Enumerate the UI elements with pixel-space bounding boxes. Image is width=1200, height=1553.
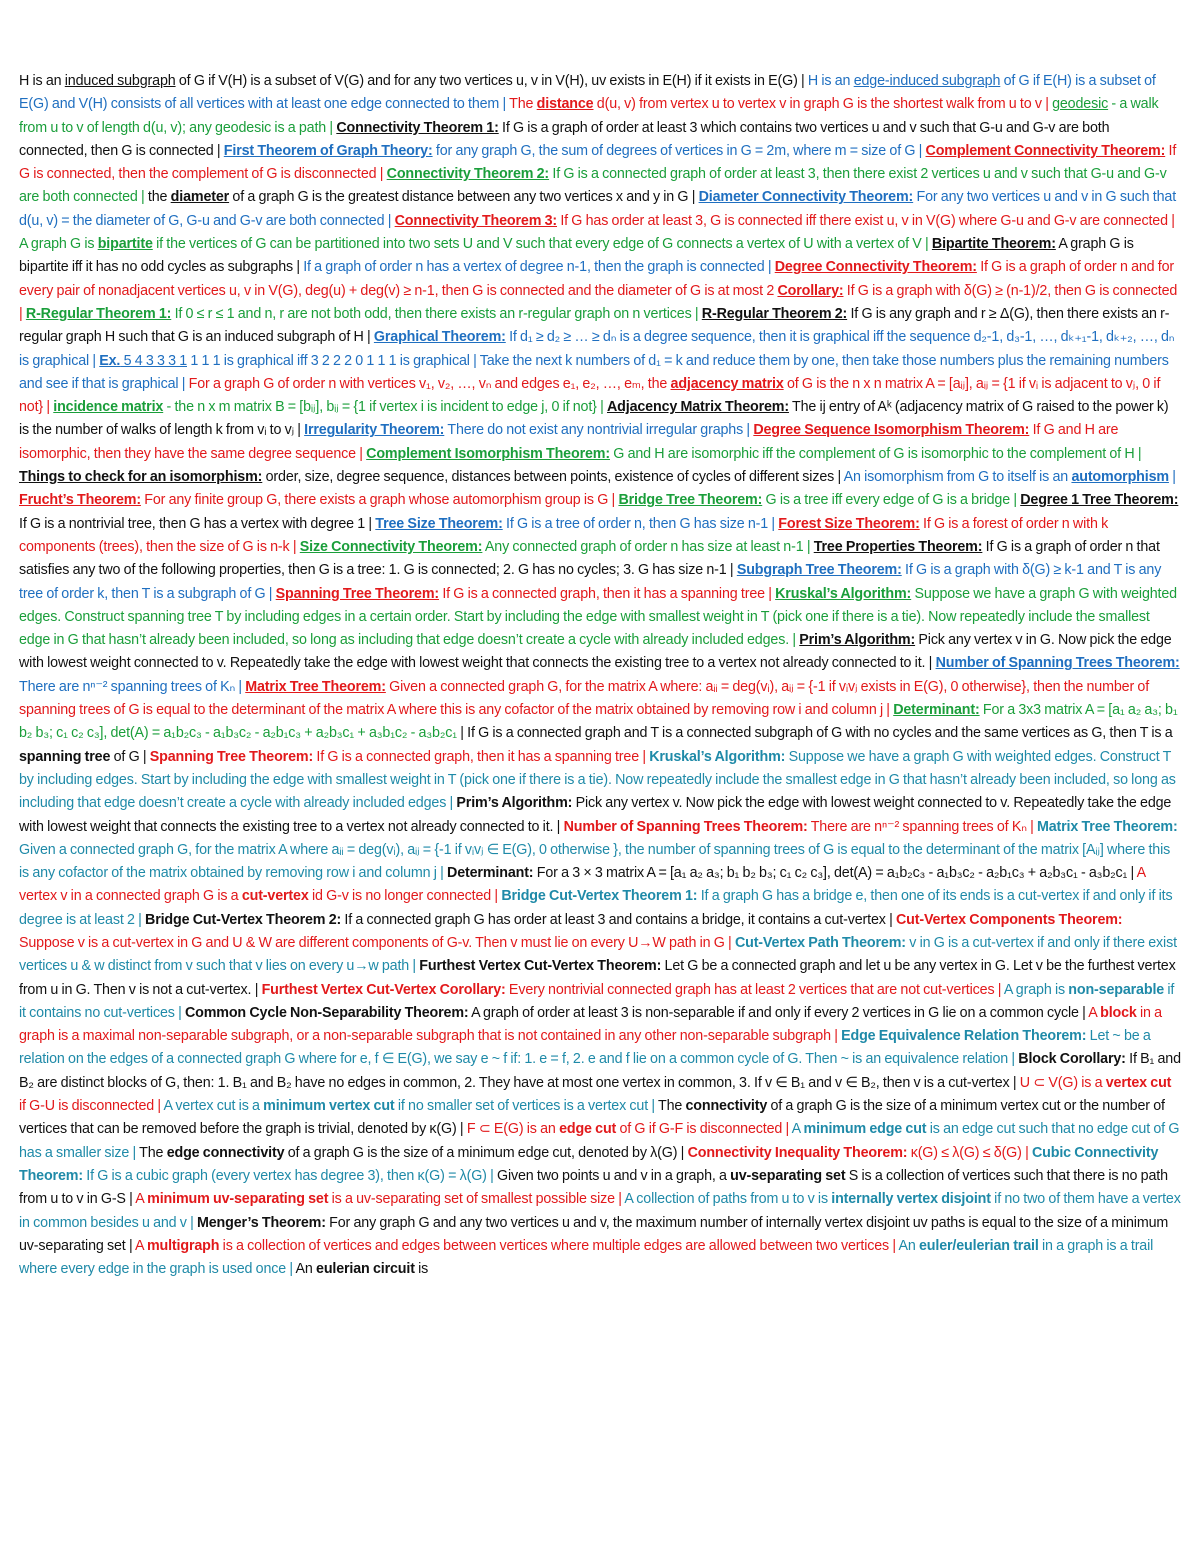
note-text: S is a collection of vertices such that there is no path from u to v in G-S | (19, 1167, 1168, 1208)
note-text: A graph is (1003, 981, 1069, 998)
term-heading: Connectivity Theorem 3: (394, 212, 558, 229)
note-text: Pick any vertex v. Now pick the edge with lowest weight connected to v. Repeatedly take the edge with lowest weight that connects the existing tree to a vertex not already connected to it. | (19, 795, 1172, 835)
note-text: A (791, 1121, 804, 1138)
term-heading: Kruskal’s Algorithm: (775, 585, 912, 602)
note-text: Suppose we have a graph G with weighted edges. Construct spanning tree T by including edges in a certain order. Start by including the edge with smallest weight in T (pick one if there is a tie). Now repeatedly include the smallest edge in G that hasn’t already been included, so long as including that edge doesn’t create a cycle with already included edges. | (19, 585, 1177, 649)
note-text: There are nⁿ⁻² spanning trees of Kₙ | (19, 678, 246, 695)
note-text: is (414, 1261, 429, 1278)
term-heading: Prim’s Algorithm: (456, 795, 573, 812)
notes-paragraph (19, 70, 1181, 1281)
note-text: For a 3 × 3 matrix A = [a₁ a₂ a₃; b₁ b₂ b₃; c₁ c₂ c₃], det(A) = a₁b₂c₃ - a₁b₃c₂ - a₂b₁c₃ + a₂b₃c₁ - a₃b₂c₁ | (533, 865, 1137, 882)
term-heading: Frucht’s Theorem: (19, 492, 141, 509)
note-text: H is an (19, 73, 65, 89)
note-text: the (147, 189, 171, 206)
term-heading: Spanning Tree Theorem: (275, 585, 439, 602)
note-text: If a graph G has a bridge e, then one of its ends is a cut-vertex if and only if its degree is at least 2 | (19, 888, 1173, 928)
term-heading: Number of Spanning Trees Theorem: (563, 818, 808, 835)
note-text: Given two points u and v in a graph, a (497, 1167, 731, 1184)
note-text: Suppose v is a cut-vertex in G and U & W are different components of G-v. Then v must lie on every U→W path in G | (19, 934, 735, 951)
note-text: If G is a graph with δ(G) ≥ k-1 and T is any tree of order k, then T is a subgraph of G | (19, 562, 1162, 602)
note-text: For any two vertices u and v in G such that d(u, v) = the diameter of G, G-u and G-v are both connected | (19, 189, 1177, 229)
term-heading: Forest Size Theorem: (778, 515, 920, 532)
note-text: | (1168, 469, 1176, 486)
term-heading: Menger’s Theorem: (197, 1214, 326, 1231)
note-text: If G is a graph of order n and for every pair of nonadjacent vertices u, v in V(G), deg(u) + deg(v) ≥ n-1, then G is connected and the diameter of G is at most 2 (19, 259, 1175, 299)
note-text: For any graph G and any two vertices u and v, the maximum number of internally vertex disjoint uv paths is equal to the size of a minimum uv-separating set | (19, 1214, 1169, 1254)
note-text: If G and H are isomorphic, then they have the same degree sequence | (19, 422, 1119, 462)
term-heading: Bridge Cut-Vertex Theorem 1: (501, 888, 698, 905)
note-text: d(u, v) from vertex u to vertex v in graph G is the shortest walk from u to v | (593, 96, 1053, 113)
term-heading: Complement Connectivity Theorem: (925, 142, 1166, 159)
note-text: Any connected graph of order n has size at least n-1 | (482, 538, 814, 555)
note-text: - a walk from u to v of length d(u, v); any geodesic is a path | (19, 96, 1159, 136)
term-heading: euler/eulerian trail (919, 1237, 1039, 1254)
note-text: If G is a cubic graph (every vertex has degree 3), then κ(G) = λ(G) | (82, 1167, 497, 1184)
term-heading: Irregularity Theorem: (304, 422, 445, 439)
note-text: For a graph G of order n with vertices v₁, v₂, …, vₙ and edges e₁, e₂, …, eₘ, the (188, 375, 671, 392)
term-heading: Determinant: (447, 865, 534, 882)
note-text: There do not exist any nontrivial irregular graphs | (444, 422, 754, 439)
note-text: If a graph of order n has a vertex of degree n-1, then the graph is connected | (303, 259, 775, 276)
term-heading: Common Cycle Non-Separability Theorem: (184, 1004, 469, 1021)
note-text: G and H are isomorphic iff the complement of G is isomorphic to the complement of H | (609, 445, 1142, 462)
note-text: of G is the n x n matrix A = [aᵢⱼ], aᵢⱼ = {1 if vᵢ is adjacent to vⱼ, 0 if not} | (19, 375, 1161, 416)
term-heading: edge connectivity (166, 1144, 285, 1161)
term-heading: R-Regular Theorem 1: (25, 305, 172, 322)
term-heading: bipartite (97, 236, 153, 253)
note-text: in a graph is a maximal non-separable subgraph, or a non-separable subgraph that is not contained in any other non-separable subgraph | (19, 1004, 1162, 1045)
term-heading: Adjacency Matrix Theorem: (607, 399, 789, 416)
term-heading: minimum vertex cut (263, 1098, 395, 1115)
note-text: There are nⁿ⁻² spanning trees of Kₙ | (807, 818, 1037, 835)
note-text: If G is a connected graph, then it has a spanning tree | (439, 585, 776, 602)
term-heading: Diameter Connectivity Theorem: (698, 189, 914, 206)
note-text: An (295, 1261, 317, 1278)
term-heading: Kruskal’s Algorithm: (649, 748, 786, 765)
note-text: An (898, 1237, 919, 1254)
note-text: H is an (807, 73, 854, 89)
note-text: if it contains no cut-vertices | (19, 981, 1175, 1021)
note-text: A (135, 1191, 148, 1208)
term-heading: diameter (170, 189, 230, 206)
term-heading: Cut-Vertex Components Theorem: (895, 911, 1123, 928)
term-heading: Degree Sequence Isomorphism Theorem: (753, 422, 1030, 439)
term-heading: Furthest Vertex Cut-Vertex Theorem: (419, 958, 662, 975)
note-text: 1 1 1 is graphical iff 3 2 2 2 0 1 1 1 is graphical | Take the next k numbers of d₁ = k and reduce them by one, then take those numbers plus the remaining numbers and see if that is graphical | (19, 352, 1169, 392)
term-heading: eulerian circuit (316, 1261, 415, 1278)
note-text: U ⊂ V(G) is a (1019, 1074, 1106, 1091)
term-heading: Spanning Tree Theorem: (149, 748, 314, 765)
note-text: If G is a graph of order n that satisfies any two of the following properties, then G is a tree: 1. G is connected; 2. G has no cycles; 3. G has size n-1 | (19, 538, 1160, 579)
term-heading: Furthest Vertex Cut-Vertex Corollary: (261, 981, 506, 998)
note-text: of G if G-F is disconnected | (616, 1121, 792, 1138)
note-text: of G if E(H) is a subset of E(G) and V(H) consists of all vertices with at least one edge connected to them | (19, 73, 1156, 113)
note-text: F ⊂ E(G) is an (466, 1121, 560, 1138)
note-text: A vertex v in a connected graph G is a (19, 865, 1146, 905)
term-heading: Block Corollary: (1018, 1051, 1126, 1068)
term-heading: geodesic (1052, 96, 1109, 113)
term-heading: Subgraph Tree Theorem: (736, 562, 902, 579)
note-text: An isomorphism from G to itself is an (843, 469, 1072, 486)
note-text: id G-v is no longer connected | (308, 888, 502, 905)
note-text: is a uv-separating set of smallest possible size | (328, 1191, 625, 1208)
term-heading: 5 4 3 3 3 1 (120, 352, 187, 369)
term-heading: Edge Equivalence Relation Theorem: (841, 1028, 1087, 1045)
term-heading: Size Connectivity Theorem: (299, 538, 483, 555)
term-heading: edge cut (559, 1121, 617, 1138)
term-heading: uv-separating set (730, 1167, 846, 1184)
term-heading: Determinant: (893, 702, 980, 719)
note-text: κ(G) ≤ λ(G) ≤ δ(G) | (907, 1144, 1032, 1161)
note-text: Every nontrivial connected graph has at least 2 vertices that are not cut-vertices | (505, 981, 1004, 998)
term-heading: induced subgraph (64, 73, 176, 89)
note-text: of a graph G is the size of a minimum vertex cut or the number of vertices that can be removed before the graph is trivial, denoted by κ(G) | (19, 1098, 1165, 1138)
term-heading: minimum edge cut (803, 1121, 927, 1138)
term-heading: edge-induced subgraph (853, 73, 1001, 89)
note-text: If G is a nontrivial tree, then G has a vertex with degree 1 | (19, 515, 376, 532)
note-text: A graph of order at least 3 is non-separable if and only if every 2 vertices in G lie on a common cycle | (468, 1004, 1089, 1021)
term-heading: adjacency matrix (670, 375, 784, 392)
note-text: For any finite group G, there exists a graph whose automorphism group is G | (140, 492, 619, 509)
note-text: If G is a tree of order n, then G has size n-1 | (502, 515, 779, 532)
term-heading: block (1100, 1004, 1137, 1021)
note-text: The (657, 1098, 686, 1115)
term-heading: R-Regular Theorem 2: (701, 305, 848, 322)
note-text: Given a connected graph G, for the matrix A where: aᵢᵢ = deg(vᵢ), aᵢⱼ = {-1 if vᵢvⱼ exists in E(G), 0 otherwise}, then the number of spanning trees of G is equal to the determinant of the matrix A where this is any cofactor of the matrix obtained by removing row i and column j | (19, 678, 1150, 719)
note-text: A (135, 1237, 147, 1254)
term-heading: Matrix Tree Theorem: (245, 678, 386, 695)
term-heading: Degree Connectivity Theorem: (774, 259, 977, 276)
term-heading: automorphism (1071, 469, 1169, 486)
note-text: if the vertices of G can be partitioned into two sets U and V such that every edge of G connects a vertex of U with a vertex of V | (152, 236, 932, 253)
note-text: Let G be a connected graph and let u be any vertex in G. Let v be the furthest vertex from u in G. Then v is not a cut-vertex. | (19, 958, 1176, 998)
term-heading: internally vertex disjoint (831, 1191, 991, 1208)
note-text: if no two of them have a vertex in common besides u and v | (19, 1191, 1181, 1231)
term-heading: incidence matrix (53, 399, 164, 416)
term-heading: Bridge Tree Theorem: (618, 492, 763, 509)
term-heading: Bridge Cut-Vertex Theorem 2: (145, 911, 342, 928)
note-text: G is a tree iff every edge of G is a bridge | (762, 492, 1021, 509)
note-text: Suppose we have a graph G with weighted edges. Construct T by including edges. Start by including the edge with smallest weight in T (pick one if there is a tie). Now repeatedly include the smallest edge in G that hasn’t already been included, so long as including that edge doesn’t create a cycle with already included edges | (19, 748, 1176, 812)
note-text: If 0 ≤ r ≤ 1 and n, r are not both odd, then there exists an r-regular graph on n vertices | (171, 305, 702, 322)
term-heading: Matrix Tree Theorem: (1036, 818, 1178, 835)
note-text: The ij entry of Aᵏ (adjacency matrix of G raised to the power k) is the number of walks of length k from vᵢ to vⱼ | (19, 399, 1169, 439)
term-heading: non-separable (1068, 981, 1165, 998)
term-heading: Bipartite Theorem: (931, 236, 1056, 253)
note-text: If G is a graph with δ(G) ≥ (n-1)/2, then G is connected | (19, 282, 1178, 322)
note-text: For a 3x3 matrix A = [a₁ a₂ a₃; b₁ b₂ b₃; c₁ c₂ c₃], det(A) = a₁b₂c₃ - a₁b₃c₂ - a₂b₁c₃ + a₂b₃c₁ + a₃b₁c₂ - a₃b₂c₁ (19, 702, 1178, 742)
term-heading: Connectivity Theorem 1: (336, 119, 499, 136)
note-text: If G is connected, then the complement of G is disconnected | (19, 142, 1177, 183)
term-heading: connectivity (685, 1098, 768, 1115)
note-text: If G has order at least 3, G is connected iff there exist u, v in V(G) where G-u and G-v are connected | (557, 212, 1175, 229)
note-text: for any graph G, the sum of degrees of vertices in G = 2m, where m = size of G | (432, 142, 926, 159)
term-heading: cut-vertex (241, 888, 309, 905)
term-heading: Complement Isomorphism Theorem: (366, 445, 610, 462)
note-text: The (509, 96, 537, 113)
term-heading: minimum uv-separating set (147, 1191, 329, 1208)
term-heading: Ex. (99, 352, 121, 369)
note-text: of G if V(H) is a subset of V(G) and for any two vertices u, v in V(H), uv exists in E(H) if it exists in E(G) | (175, 73, 808, 89)
note-text: A (1088, 1004, 1101, 1021)
term-heading: Corollary: (777, 282, 844, 299)
note-text: if G-U is disconnected | (19, 1098, 164, 1115)
term-heading: First Theorem of Graph Theory: (223, 142, 433, 159)
note-text: in a graph is a trail where every edge in the graph is used once | (19, 1237, 1154, 1278)
term-heading: multigraph (146, 1237, 220, 1254)
term-heading: Degree 1 Tree Theorem: (1020, 492, 1179, 509)
note-text: A vertex cut is a (163, 1098, 264, 1115)
note-text: - the n x m matrix B = [bᵢⱼ], bᵢⱼ = {1 if vertex i is incident to edge j, 0 if not} | (163, 399, 607, 416)
note-text: Pick any vertex v in G. Now pick the edge with lowest weight connected to v. Repeatedly take the edge with lowest weight that connects the existing tree to a vertex not already connected to it. | (19, 632, 1172, 672)
note-text: of a graph G is the size of a minimum edge cut, denoted by λ(G) | (284, 1144, 688, 1161)
term-heading: Things to check for an isomorphism: (19, 469, 263, 486)
note-text: Given a connected graph G, for the matrix A where aᵢᵢ = deg(vᵢ), aᵢⱼ = {-1 if vᵢvⱼ ∈ E(G), 0 otherwise }, the number of spanning trees of G is equal to the determinant of the matrix [Aᵢⱼ] where this is any cofactor of the matrix obtained by removing row i and column j | (19, 841, 1171, 882)
note-text: The (139, 1144, 167, 1161)
note-text: of a graph G is the greatest distance between any two vertices x and y in G | (229, 189, 699, 206)
term-heading: Number of Spanning Trees Theorem: (935, 655, 1180, 672)
note-text: of G | (110, 748, 150, 765)
note-text: If G is a connected graph of order at least 3, then there exist 2 vertices u and v such that G-u and G-v are both connected | (19, 166, 1167, 206)
note-text: A collection of paths from u to v is (624, 1191, 832, 1208)
note-text: If d₁ ≥ d₂ ≥ … ≥ dₙ is a degree sequence, then it is graphical iff the sequence d₂-1, d₃-1, …, dₖ₊₁-1, dₖ₊₂, …, dₙ is graphical | (19, 329, 1175, 369)
term-heading: Connectivity Inequality Theorem: (687, 1144, 908, 1161)
note-text: order, size, degree sequence, distances between points, existence of cycles of different sizes | (262, 469, 844, 486)
term-heading: distance (536, 96, 594, 113)
note-text: If B₁ and B₂ are distinct blocks of G, then: 1. B₁ and B₂ have no edges in common, 2. They have at most one vertex in common, 3. If v ∈ B₁ and v ∈ B₂, then v is a cut-vertex | (19, 1051, 1181, 1091)
note-text: If G is any graph and r ≥ Δ(G), then there exists an r-regular graph H such that G is an induced subgraph of H | (19, 305, 1170, 346)
term-heading: Cubic Connectivity Theorem: (19, 1144, 1159, 1184)
term-heading: Prim’s Algorithm: (799, 632, 916, 649)
note-text: v in G is a cut-vertex if and only if there exist vertices u & w distinct from v such that v lies on every u→w path | (19, 934, 1177, 975)
note-text: A graph G is bipartite iff it has no odd cycles as subgraphs | (19, 236, 1134, 276)
note-text: Let ~ be a relation on the edges of a connected graph G where for e, f ∈ E(G), we say e ~ f if: 1. e = f, 2. e and f lie on a common cycle of G. Then ~ is an equivalence relation | (19, 1028, 1151, 1068)
note-text: is an edge cut such that no edge cut of G has a smaller size | (19, 1121, 1180, 1161)
term-heading: Tree Size Theorem: (375, 515, 503, 532)
note-text: is a collection of vertices and edges between vertices where multiple edges are allowed between two vertices | (219, 1237, 899, 1254)
term-heading: Graphical Theorem: (373, 329, 506, 346)
note-text: | If G is a connected graph and T is a connected subgraph of G with no cycles and the same vertices as G, then T is a (460, 725, 1173, 742)
note-text: If G is a forest of order n with k components (trees), then the size of G is n-k | (19, 515, 1109, 555)
term-heading: Tree Properties Theorem: (813, 538, 983, 555)
term-heading: Connectivity Theorem 2: (386, 166, 550, 183)
term-heading: Cut-Vertex Path Theorem: (734, 934, 906, 951)
note-text: if no smaller set of vertices is a vertex cut | (394, 1098, 658, 1115)
note-text: If G is a graph of order at least 3 which contains two vertices u and v such that G-u and G-v are both connected, then G is connected | (19, 119, 1110, 159)
note-text: A graph G is (19, 236, 98, 253)
note-text: If a connected graph G has order at least 3 and contains a bridge, it contains a cut-vertex | (341, 911, 896, 928)
term-heading: vertex cut (1105, 1074, 1172, 1091)
note-text: If G is a connected graph, then it has a spanning tree | (313, 748, 650, 765)
term-heading: spanning tree (19, 748, 111, 765)
